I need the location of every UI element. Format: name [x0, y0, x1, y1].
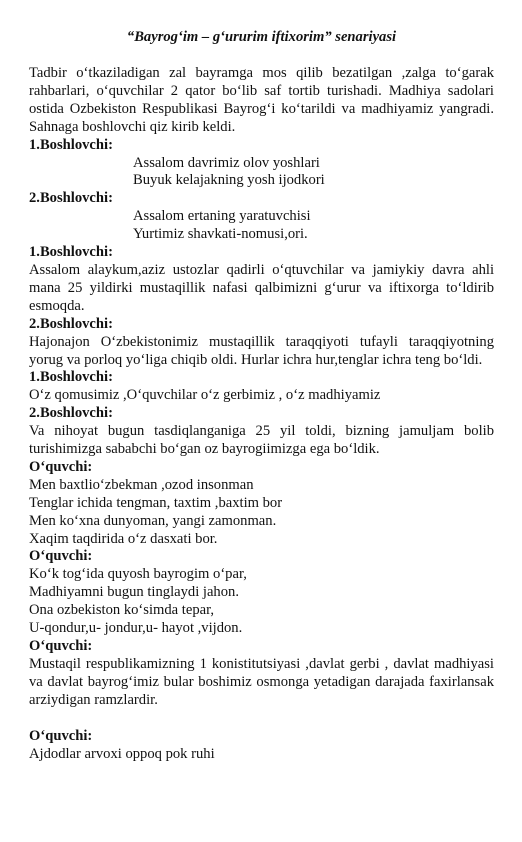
dialogue-paragraph: Assalom alaykum,aziz ustozlar qadirli o‘qtuvchilar va jamiykiy davra ahli mana 25 yildirki mustaqillik nafasi qalbimizni g‘urur va iftixorga to‘ldirib esmoqda.: [29, 261, 494, 314]
blank-line: [29, 710, 494, 728]
verse-line: Tenglar ichida tengman, taxtim ,baxtim bor: [29, 494, 283, 511]
speaker-label: O‘quvchi:: [29, 638, 93, 654]
speaker-label: O‘quvchi:: [29, 548, 93, 565]
verse-line: Assalom ertaning yaratuvchisi: [133, 208, 311, 225]
verse-line: Madhiyamni bugun tinglaydi jahon.: [29, 584, 239, 601]
verse-line: Ona ozbekiston ko‘simda tepar,: [29, 602, 215, 619]
speaker-label: 2.Boshlovchi:: [29, 315, 113, 332]
verse-line: U-qondur,u- jondur,u- hayot ,vijdon.: [29, 620, 243, 637]
speaker-label: 1.Boshlovchi:: [29, 369, 113, 386]
speaker-label: 2.Boshlovchi:: [29, 190, 113, 207]
verse-line: Ajdodlar arvoxi oppoq pok ruhi: [29, 745, 215, 762]
script-body: [29, 65, 494, 763]
verse-line: Ko‘k tog‘ida quyosh bayrogim o‘par,: [29, 566, 247, 583]
dialogue-paragraph: Va nihoyat bugun tasdiqlanganiga 25 yil toldi, bizning jamuljam bolib turishimizga sababchi bo‘gan oz bayrogiimizga ega bo‘ldik.: [29, 423, 494, 458]
speaker-label: O‘quvchi:: [29, 458, 93, 475]
speaker-label: 2.Boshlovchi:: [29, 405, 113, 422]
verse-line: Buyuk kelajakning yosh ijodkori: [133, 172, 325, 189]
verse-line: Xaqim taqdirida o‘z dasxati bor.: [29, 530, 218, 547]
dialogue-paragraph: Mustaqil respublikamizning 1 konistitutsiyasi ,davlat gerbi , davlat madhiyasi va davlat bayrog‘imiz bular boshimiz osmonga yetadigan darajada faxirlansak arziydigan ramzlardir.: [29, 655, 494, 708]
document-title: “Bayrog‘im – g‘ururim iftixorim” senariyasi: [126, 29, 397, 45]
speaker-label: 1.Boshlovchi:: [29, 244, 113, 261]
intro-paragraph: Tadbir o‘tkaziladigan zal bayramga mos qilib bezatilgan ,zalga to‘garak rahbarlari, o‘quvchilar 2 qator bo‘lib saf tortib turishadi. Madhiya sadolari ostida Ozbekiston Respublikasi Bayrog‘i ko‘tarildi va madhiyamiz yangradi. Sahnaga boshlovchi qiz kirib keldi.: [29, 65, 494, 135]
dialogue-paragraph: Hajonajon O‘zbekistonimiz mustaqillik taraqqiyoti tufayli taraqqiyotning yorug va porloq yo‘liga chiqib oldi. Hurlar ichra hur,tenglar ichra teng bo‘ldi.: [29, 333, 494, 368]
speaker-label: O‘quvchi:: [29, 727, 93, 744]
verse-line: Men baxtlio‘zbekman ,ozod insonman: [29, 476, 254, 493]
verse-line: Yurtimiz shavkati-nomusi,ori.: [133, 226, 308, 243]
speaker-label: 1.Boshlovchi:: [29, 136, 113, 153]
verse-line: Assalom davrimiz olov yoshlari: [133, 154, 320, 171]
dialogue-line: O‘z qomusimiz ,O‘quvchilar o‘z gerbimiz , o‘z madhiyamiz: [29, 387, 381, 404]
verse-line: Men ko‘xna dunyoman, yangi zamonman.: [29, 512, 277, 529]
document-page: [29, 28, 494, 763]
